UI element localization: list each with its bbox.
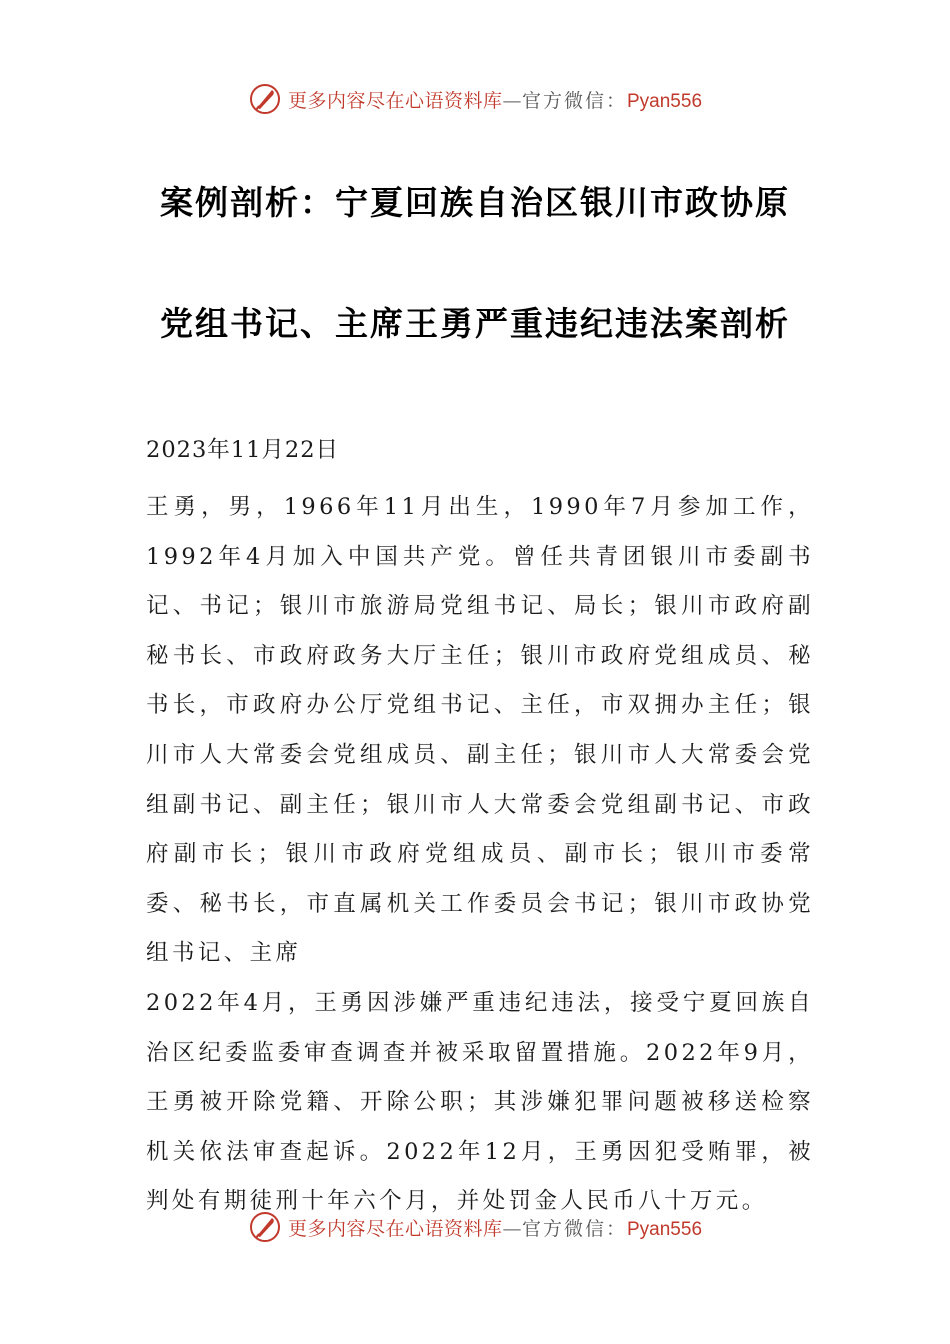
watermark-contact-label: 官方微信： — [521, 1217, 627, 1240]
watermark-contact-id: Pyan556 — [627, 90, 703, 112]
footer-watermark — [0, 1210, 950, 1244]
document-title-line-2: 党组书记、主席王勇严重违纪违法案剖析 — [160, 304, 790, 343]
quill-logo-icon — [248, 82, 282, 116]
watermark-contact-id: Pyan556 — [627, 1218, 703, 1240]
header-watermark — [0, 82, 950, 116]
watermark-text — [288, 1214, 702, 1241]
watermark-dash: — — [502, 1217, 522, 1240]
paragraph-biography: 王勇，男，1966年11月出生，1990年7月参加工作，1992年4月加入中国共产党。曾任共青团银川市委副书记、书记；银川市旅游局党组书记、局长；银川市政府副秘书长、市政府政务大厅主任；银川市政府党组成员、秘书长，市政府办公厅党组书记、主任，市双拥办主任；银川市人大常委会党组成员、副主任；银川市人大常委会党组副书记、副主任；银川市人大常委会党组副书记、市政府副市长；银川市政府党组成员、副市长；银川市委常委、秘书长，市直属机关工作委员会书记；银川市政协党组书记、主席 — [146, 494, 814, 967]
watermark-brand: 更多内容尽在心语资料库 — [287, 1217, 503, 1240]
document-body — [146, 483, 814, 1227]
watermark-text — [288, 86, 702, 113]
watermark-dash: — — [502, 89, 522, 112]
quill-logo-icon — [248, 1210, 282, 1244]
document-title-line-1: 案例剖析：宁夏回族自治区银川市政协原 — [160, 183, 790, 222]
watermark-contact-label: 官方微信： — [521, 89, 627, 112]
watermark-brand: 更多内容尽在心语资料库 — [287, 89, 503, 112]
document-date: 2023年11月22日 — [146, 437, 340, 463]
paragraph-case-details: 2022年4月，王勇因涉嫌严重违纪违法，接受宁夏回族自治区纪委监委审查调查并被采取留置措施。2022年9月，王勇被开除党籍、开除公职；其涉嫌犯罪问题被移送检察机关依法审查起诉。2022年12月，王勇因犯受贿罪，被判处有期徒刑十年六个月，并处罚金人民币八十万元。 — [146, 989, 814, 1215]
